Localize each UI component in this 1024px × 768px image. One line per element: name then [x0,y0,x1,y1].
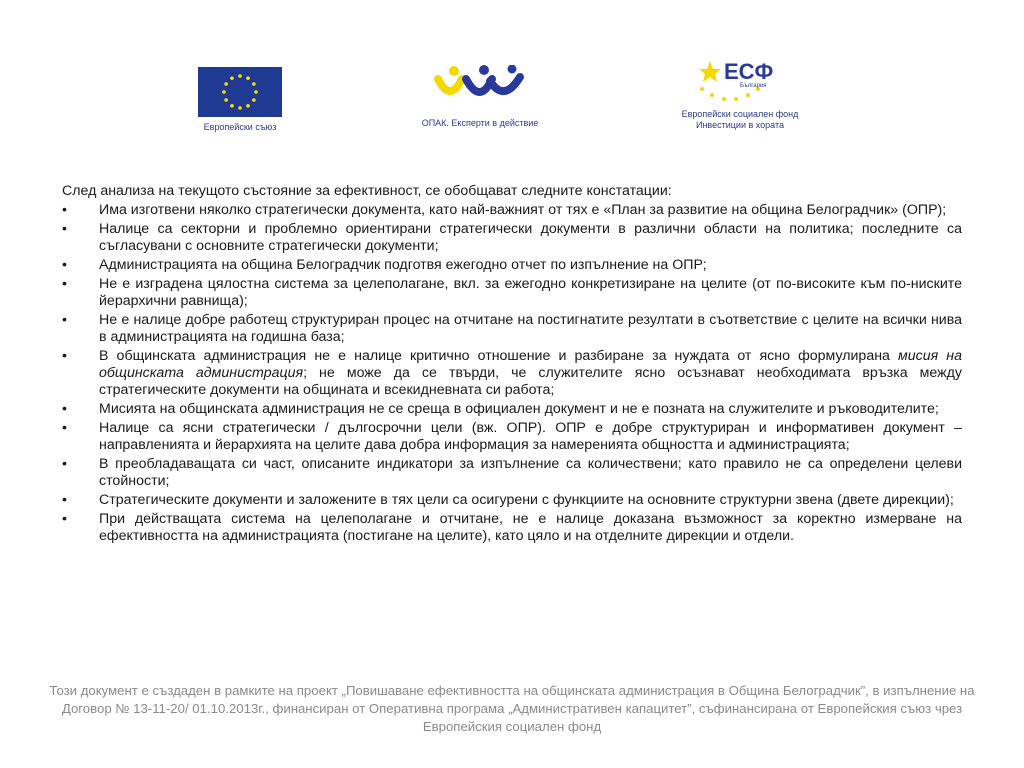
bullet-icon: • [62,348,67,364]
list-item-text: ; не може да се твърди, че служителите ясно осъзнават необходимата връзка между стратегическите документи на общината и всекидневната си работа; [99,365,962,398]
eu-star-icon [224,82,228,86]
logo-bar [0,55,1024,145]
list-item-emphasis: мисия на общинската администрация [99,348,962,381]
list-item-text: Не е изградена цялостна система за целеполагане, вкл. за ежегодно конкретизиране на целите (от по-високите към по-ниските йерархични равнища); [99,276,962,309]
bullet-icon: • [62,312,67,328]
list-item-text: Стратегическите документи и заложените в тях цели са осигурени с функциите на основните структурни звена (двете дирекции); [99,492,954,508]
list-item [62,456,962,490]
bullet-icon: • [62,456,67,472]
list-item [62,511,962,545]
list-item-text: Администрацията на община Белоградчик подготвя ежегодно отчет по изпълнение на ОПР; [99,257,707,273]
eu-star-icon [224,98,228,102]
bullet-icon: • [62,257,67,273]
list-item-text: Има изготвени няколко стратегически документа, като най-важният от тях е «План за развитие на община Белоградчик» (ОПР); [99,202,947,218]
bullet-icon: • [62,276,67,292]
eu-flag-icon [198,67,282,117]
esf-caption [660,109,820,131]
list-item [62,492,962,509]
list-item [62,348,962,399]
esf-caption-line2: Инвестиции в хората [695,120,784,130]
esf-mark-subtext: България [740,83,767,89]
eu-star-icon [252,82,256,86]
list-item-text: Налице са секторни и проблемно ориентирани стратегически документи в различни области на политика; последните са съгласувани с основните стратегически документи; [99,221,962,254]
opak-caption: ОПАК. Експерти в действие [421,118,539,128]
list-item [62,221,962,255]
bullet-icon: • [62,492,67,508]
list-item-text: При действащата система на целеполагане и отчитане, не е налице доказана възможност за коректно измерване на ефективността на администрацията (постигане на целите), като цяло и на отделните дирекции и отдели. [99,511,962,544]
list-item-text: Мисията на общинската администрация не се среща в официален документ и не е позната на служителите и ръководителите; [99,401,939,417]
document-body [62,183,962,547]
eu-star-icon [238,106,242,110]
eu-star-icon [230,76,234,80]
eu-star-icon [230,104,234,108]
eu-star-icon [246,76,250,80]
list-item [62,276,962,310]
eu-logo [190,67,290,132]
bullet-icon: • [62,221,67,237]
footer-note: Този документ е създаден в рамките на проект „Повишаване ефективността на общинската администрация в Община Белоградчик”, в изпълнение на Договор № 13-11-20/ 01.10.2013г., финансиран от Оперативна програма „Административен капацитет”, съфинансирана от Европейския съюз чрез Европейския социален фонд [49,683,975,734]
esf-mark-text: ЕСФ [724,59,774,84]
list-item-text: В преобладаващата си част, описаните индикатори за изпълнение са количествени; като правило не са определени целеви стойности; [99,456,962,489]
eu-caption: Европейски съюз [203,122,277,132]
opak-logo [405,65,555,128]
list-item [62,257,962,274]
eu-star-icon [238,74,242,78]
bullet-icon: • [62,420,67,436]
esf-logo-icon [690,55,790,105]
list-item-text: Не е налице добре работещ структуриран процес на отчитане на постигнатите резултати в съответствие с целите на всички нива в администрацията на годишна база; [99,312,962,345]
bullet-icon: • [62,511,67,527]
bullet-icon: • [62,401,67,417]
list-item [62,420,962,454]
eu-star-icon [252,98,256,102]
list-item-text: В общинската администрация не е налице критично отношение и разбиране за нуждата от ясно формулирана [99,348,899,364]
eu-star-icon [254,90,258,94]
eu-star-icon [222,90,226,94]
list-item [62,312,962,346]
list-item [62,401,962,418]
list-item-text: Налице са ясни стратегически / дългосрочни цели (вж. ОПР). ОПР е добре структуриран и информативен документ – направленията и йерархията на целите дава добра информация за намеренията общността и администрацията; [99,420,962,453]
intro-paragraph: След анализа на текущото състояние за ефективност, се обобщават следните констатации: [62,183,672,199]
esf-caption-line1: Европейски социален фонд [681,109,799,119]
list-item [62,202,962,219]
bullet-icon: • [62,202,67,218]
eu-star-icon [246,104,250,108]
findings-list [62,202,962,545]
esf-logo [660,55,820,131]
opak-logo-icon [432,65,528,109]
